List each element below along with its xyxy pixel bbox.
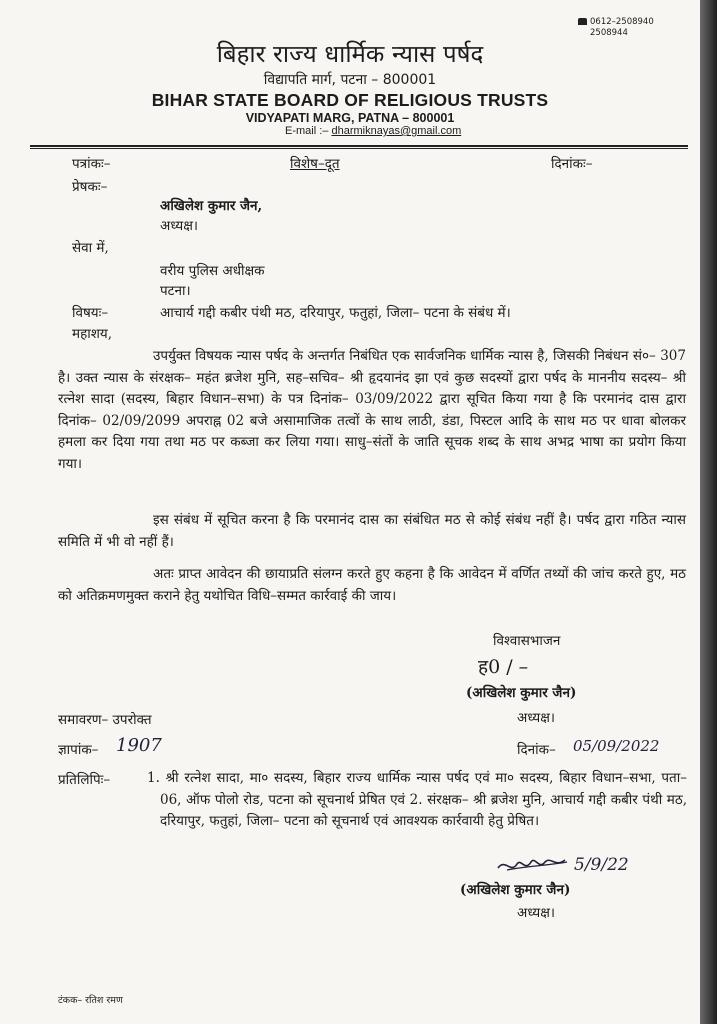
special-messenger-label: विशेष–दूत: [290, 156, 340, 172]
board-name-english: BIHAR STATE BOARD OF RELIGIOUS TRUSTS: [151, 90, 549, 110]
sender-label: प्रेषकः–: [72, 179, 108, 195]
closing-name: (अखिलेश कुमार जैन): [466, 685, 577, 701]
signature-scrawl: [495, 850, 570, 878]
salutation: महाशय,: [72, 326, 113, 342]
date-label: दिनांकः–: [551, 156, 593, 172]
board-address-english: VIDYAPATI MARG, PATNA – 800001: [245, 111, 455, 125]
subject-label: विषयः–: [72, 305, 109, 321]
board-address-hindi: विद्यापति मार्ग, पटना – 800001: [263, 72, 437, 88]
signature-date: 5/9/22: [574, 855, 629, 875]
email-label: E-mail :–: [285, 125, 329, 137]
signoff-name: (अखिलेश कुमार जैन): [460, 882, 571, 898]
phone-numbers: [578, 17, 654, 39]
recipient-line-2: पटना।: [160, 283, 191, 299]
phone-1: 0612–2508940: [590, 17, 654, 27]
copy-text: 1. श्री रत्नेश सादा, मा० सदस्य, बिहार राज्य धार्मिक न्यास पर्षद एवं मा० सदस्य, बिहार विधान–सभा, पता– 06, ऑफ पोलो रोड, पटना को सूचनार्थ प्रेषित एवं 2. संरक्षक– श्री ब्रजेश मुनि, आचार्य गद्दी कबीर पंथी मठ, दरियापुर, फतुहां, जिला– पटना को सूचनार्थ एवं आवश्यक कार्रवायी हेतु प्रेषित।: [147, 770, 687, 829]
board-name-hindi: बिहार राज्य धार्मिक न्यास पर्षद: [216, 40, 484, 68]
body-paragraph-1: उपर्युक्त विषयक न्यास पर्षद के अन्तर्गत निबंधित एक सार्वजनिक धार्मिक न्यास है, जिसकी निबंधन सं०– 307 है। उक्त न्यास के संरक्षक– महंत ब्रजेश मुनि, सह–सचिव– श्री हृदयानंद झा एवं कुछ सदस्यों द्वारा पर्षद के माननीय सदस्य– श्री रत्नेश सादा (सदस्य, बिहार विधान–सभा) के पत्र दिनांक– 03/09/2022 द्वारा सूचित किया गया है कि परमानंद दास द्वारा दिनांक– 02/09/2099 अपराह्न 02 बजे असामाजिक तत्वों के साथ लाठी, डंडा, पिस्टल आदि के साथ मठ पर धावा बोलकर हमला कर दिया गया तथा मठ पर कब्जा कर लिया गया। साधु–संतों के जाति सूचक शब्द के साथ अभद्र भाषा का प्रयोग किया गया।: [58, 348, 686, 472]
ref-label: पत्रांकः–: [72, 156, 111, 172]
recipient-label: सेवा में,: [72, 240, 109, 256]
enclosure-line: समावरण– उपरोक्त: [58, 712, 152, 728]
closing-regards: विश्वासभाजन: [493, 633, 561, 649]
dispatch-date-label: दिनांक–: [517, 742, 556, 758]
phone-2: 2508944: [590, 28, 628, 38]
body-paragraph-3: अतः प्राप्त आवेदन की छायाप्रति संलग्न करते हुए कहना है कि आवेदन में वर्णित तथ्यों की जांच करते हुए, मठ को अतिक्रमणमुक्त कराने हेतु यथोचित विधि–सम्मत कार्रवाई की जाय।: [58, 566, 687, 604]
memo-number-handwritten: 1907: [116, 735, 162, 756]
header-rule: [30, 145, 688, 147]
signoff-title: अध्यक्ष।: [517, 905, 556, 921]
closing-title: अध्यक्ष।: [517, 710, 556, 726]
copy-label: प्रतिलिपिः–: [58, 772, 111, 788]
email-address[interactable]: dharmiknayas@gmail.com: [331, 125, 462, 137]
email-line: [285, 125, 461, 137]
body-paragraph-2: इस संबंध में सूचित करना है कि परमानंद दास का संबंधित मठ से कोई संबंध नहीं है। पर्षद द्वारा गठित न्यास समिति में भी वो नहीं हैं।: [58, 512, 686, 550]
subject-text: आचार्य गद्दी कबीर पंथी मठ, दरियापुर, फतुहां, जिला– पटना के संबंध में।: [160, 305, 511, 321]
sender-name: अखिलेश कुमार जैन,: [160, 198, 263, 214]
typist-credit: टंकक– रतिश रमण: [58, 995, 123, 1006]
sender-title: अध्यक्ष।: [160, 218, 199, 234]
telephone-icon: [578, 18, 587, 25]
signature-mark: ह0 / –: [478, 656, 529, 678]
recipient-line-1: वरीय पुलिस अधीक्षक: [160, 263, 265, 279]
dispatch-date-handwritten: 05/09/2022: [573, 737, 660, 755]
memo-number-label: ज्ञापांक–: [58, 742, 99, 758]
header-rule-thin: [30, 148, 688, 149]
background-edge: [700, 0, 717, 1024]
